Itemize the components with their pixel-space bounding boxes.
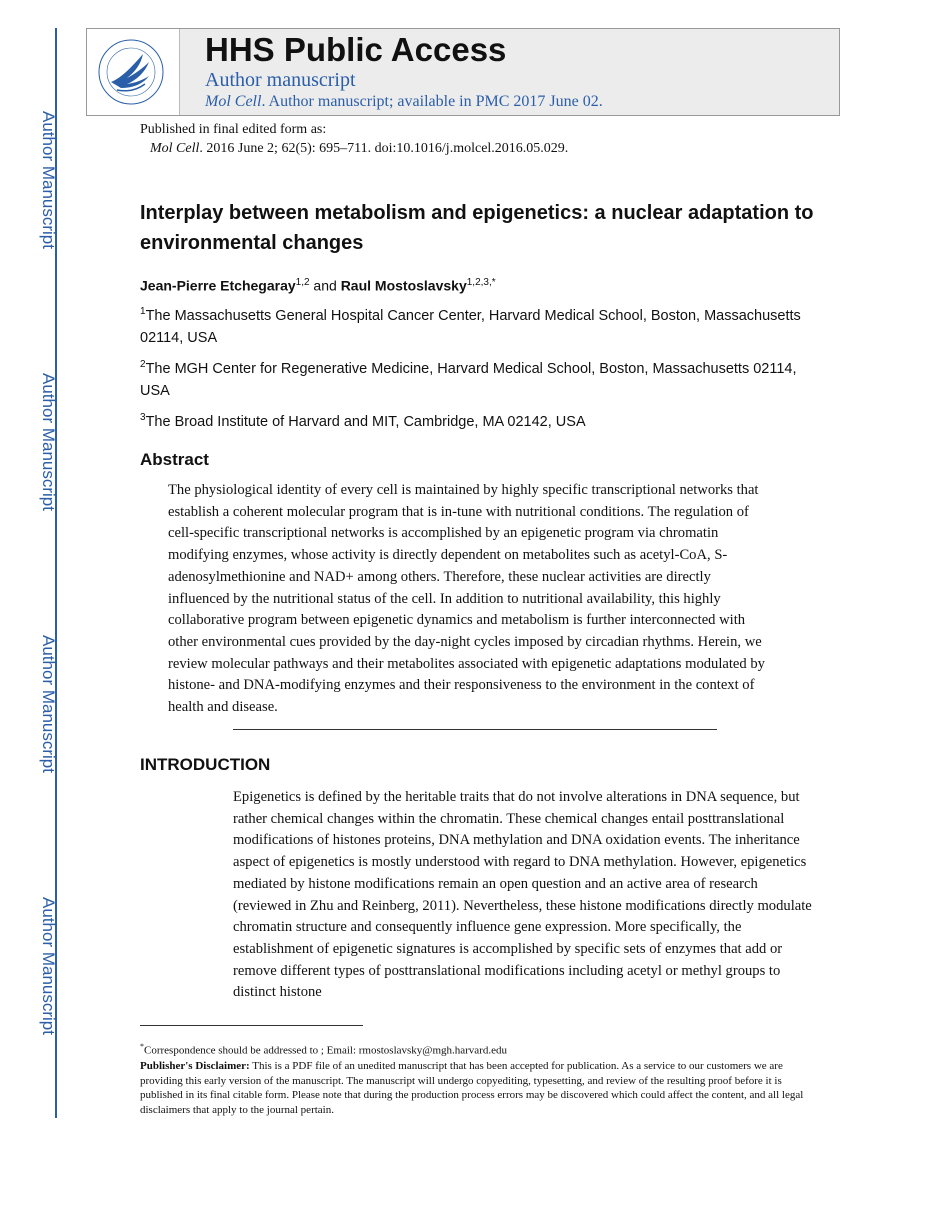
hhs-header [86, 28, 840, 116]
hhs-logo-cell [87, 29, 180, 115]
margin-label: Author Manuscript [39, 111, 58, 249]
introduction-text: Epigenetics is defined by the heritable traits that do not involve alterations in DNA sequence, but rather chemical changes within the chromatin. These chemical changes entail posttranslational modifications of histones proteins, DNA methylation and DNA oxidation events. The inheritance aspect of epigenetics is mostly understood with regard to DNA methylation. However, epigenetics mediated by histone modifications remain an open question and an active area of research (reviewed in Zhu and Reinberg, 2011). Nevertheless, these histone modifications directly modulate chromatin structure and consequently influence gene expression. More specifically, the establishment of epigenetic signatures is accomplished by specific sets of enzymes that add or remove different types of posttranslational modifications including acetyl or methyl groups to distinct histone [233, 789, 812, 1001]
margin-label: Author Manuscript [39, 635, 58, 773]
publisher-disclaimer: Publisher's Disclaimer: This is a PDF file of an unedited manuscript that has been accepted for publication. As a service to our customers we are providing this early version of the manuscript. The manuscript will undergo copyediting, typesetting, and review of the resulting proof before it is published in its final citable form. Please note that during the production process errors may be discovered which could affect the content, and all legal disclaimers that apply to the journal pertain. [140, 1060, 804, 1116]
affiliation: $^3$The Broad Institute of Harvard and MIT, Cambridge, MA 02142, USA [140, 412, 586, 430]
affiliation: $^2$The MGH Center for Regenerative Medicine, Harvard Medical School, Boston, Massachusetts 02114, USA [140, 359, 797, 399]
author-name: Raul Mostoslavsky [340, 277, 467, 294]
published-label: Published in final edited form as: [140, 122, 327, 137]
article-title: Interplay between metabolism and epigenetics: a nuclear adaptation to environmental changes [140, 202, 814, 254]
margin-label: Author Manuscript [39, 897, 58, 1035]
correspondence-note: *Correspondence should be addressed to ; Email: rmostoslavsky@mgh.harvard.edu [140, 1042, 507, 1057]
author-list: Jean-Pierre Etchegaray$^{1,2}$ and Raul Mostoslavsky$^{1,2,3,*}$ [140, 277, 496, 294]
publication-citation: Mol Cell. 2016 June 2; 62(5): 695–711. doi:10.1016/j.molcel.2016.05.029. [150, 141, 569, 156]
margin-label: Author Manuscript [39, 373, 58, 511]
citation-link[interactable]: Zhu and Reinberg, 2011 [310, 897, 452, 914]
footnote-divider [140, 1025, 363, 1026]
section-divider [233, 729, 717, 730]
abstract-heading: Abstract [140, 450, 209, 469]
manuscript-type: Author manuscript [205, 69, 356, 91]
affiliation: $^1$The Massachusetts General Hospital Cancer Center, Harvard Medical School, Boston, Massachusetts 02114, USA [140, 306, 801, 346]
author-name: Jean-Pierre Etchegaray [140, 277, 296, 294]
abstract-text: The physiological identity of every cell is maintained by highly specific transcriptional networks that establish a coherent molecular program that is in-tune with nutritional conditions. The regulation of cell-specific transcriptional networks is accomplished by an epigenetic program via chromatin modifying enzymes, whose activity is directly dependent on metabolites such as acetyl-CoA, S-adenosylmethionine and NAD+ among others. Therefore, these nuclear activities are directly influenced by the nutritional status of the cell. In addition to nutritional availability, this highly collaborative program between epigenetic dynamics and metabolism is further interconnected with other environmental cues provided by the day-night cycles imposed by circadian rhythms. Herein, we review molecular pathways and their metabolites associated with epigenetic adaptations modulated by histone- and DNA-modifying enzymes and their responsiveness to the environment in the context of health and disease. [168, 482, 765, 716]
availability-line: Mol Cell. Author manuscript; available in PMC 2017 June 02. [205, 93, 603, 110]
hhs-title: HHS Public Access [205, 31, 507, 68]
introduction-heading: INTRODUCTION [140, 755, 271, 774]
hhs-eagle-logo-icon [97, 38, 165, 106]
journal-name[interactable]: Mol Cell [205, 93, 262, 110]
